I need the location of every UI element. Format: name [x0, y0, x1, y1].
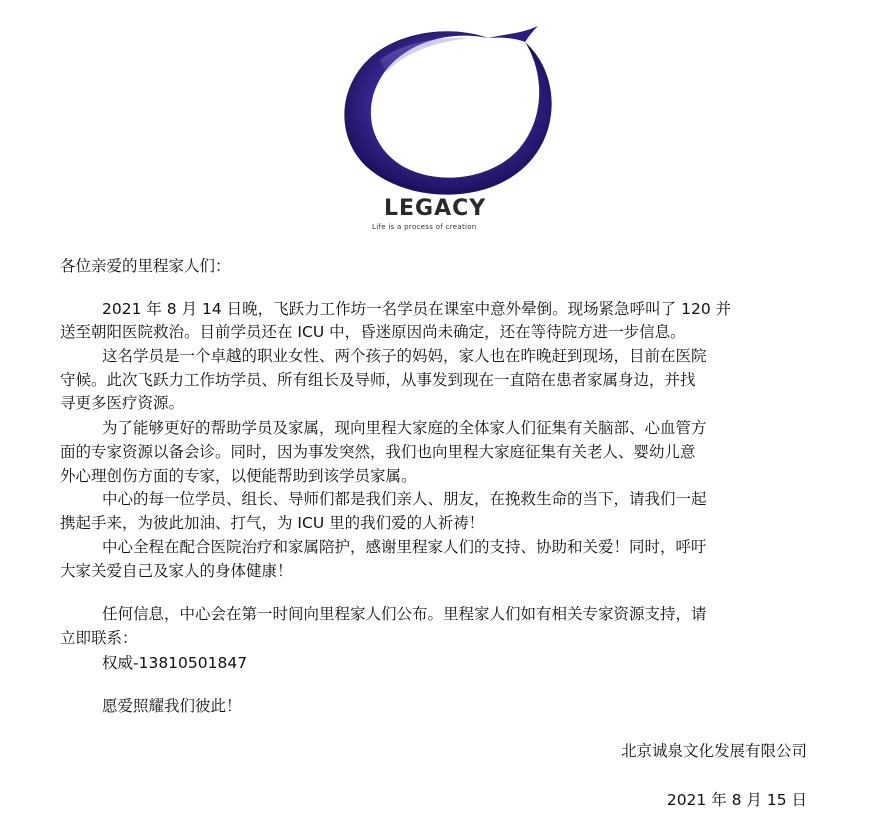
logo-tagline: Life is a process of creation [372, 223, 477, 231]
greeting: 各位亲爱的里程家人们： [60, 257, 231, 275]
paragraph-line: 面的专家资源以备会诊。同时，因为事发突然，我们也向里程大家庭征集有关老人、婴幼儿意 [60, 443, 696, 461]
company-signature: 北京诚泉文化发展有限公司 [620, 742, 807, 760]
contact-line: 权威-13810501847 [102, 654, 248, 672]
paragraph-line: 2021 年 8 月 14 日晚，飞跃力工作坊一名学员在课室中意外晕倒。现场紧急呼叫了 120 并 [102, 300, 732, 318]
closing-line: 愿爱照耀我们彼此！ [102, 697, 242, 715]
paragraph-line: 这名学员是一个卓越的职业女性、两个孩子的妈妈，家人也在昨晚赶到现场，目前在医院 [102, 347, 707, 365]
paragraph-line: 任何信息，中心会在第一时间向里程家人们公布。里程家人们如有相关专家资源支持，请 [102, 605, 707, 623]
paragraph-line: 守候。此次飞跃力工作坊学员、所有组长及导师，从事发到现在一直陪在患者家属身边，并找 [60, 371, 696, 389]
logo-wordmark: LEGACY [384, 196, 487, 221]
paragraph-line: 立即联系： [60, 629, 138, 647]
paragraph-line: 为了能够更好的帮助学员及家属，现向里程大家庭的全体家人们征集有关脑部、心血管方 [102, 419, 707, 437]
paragraph-line: 送至朝阳医院救治。目前学员还在 ICU 中，昏迷原因尚未确定，还在等待院方进一步信息。 [60, 323, 686, 341]
letter-date: 2021 年 8 月 15 日 [666, 791, 807, 809]
paragraph-line: 中心全程在配合医院治疗和家属陪护，感谢里程家人们的支持、协助和关爱！同时，呼吁 [102, 538, 707, 556]
paragraph-line: 携起手来，为彼此加油、打气，为 ICU 里的我们爱的人祈祷！ [60, 514, 485, 532]
paragraph-line: 外心理创伤方面的专家，以便能帮助到该学员家属。 [60, 467, 417, 485]
paragraph-line: 中心的每一位学员、组长、导师们都是我们亲人、朋友，在挽救生命的当下，请我们一起 [102, 490, 707, 508]
paragraph-line: 寻更多医疗资源。 [60, 394, 185, 412]
paragraph-line: 大家关爱自己及家人的身体健康！ [60, 562, 293, 580]
